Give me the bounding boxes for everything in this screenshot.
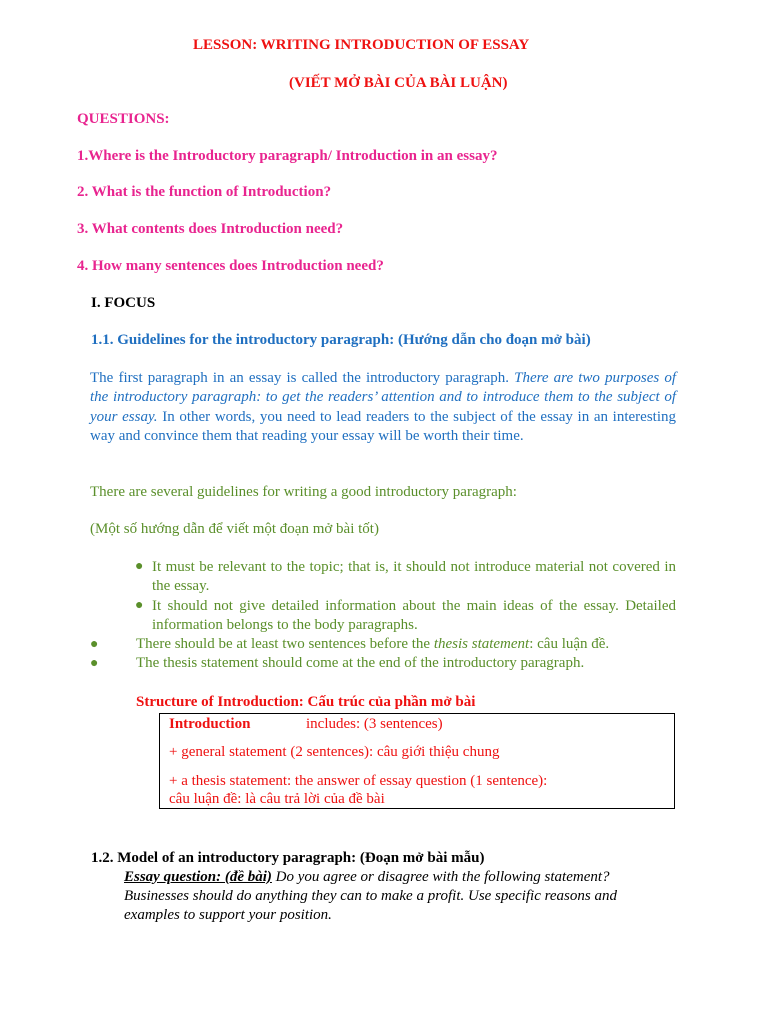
question-2: 2. What is the function of Introduction?	[77, 184, 332, 200]
essay-question-line-2: Businesses should do anything they can to make a profit. Use specific reasons and	[124, 888, 617, 904]
guideline-bullet-4: The thesis statement should come at the end of the introductory paragraph.	[136, 655, 585, 671]
essay-question-line-3: examples to support your position.	[124, 907, 332, 923]
structure-intro-includes: includes: (3 sentences)	[306, 716, 443, 732]
intro-paragraph-part1: The first paragraph in an essay is called the introductory paragraph.	[90, 370, 509, 386]
structure-thesis-line-2: câu luận đề: là câu trả lời của đề bài	[169, 791, 385, 807]
structure-heading: Structure of Introduction: Cấu trúc của phần mở bài	[136, 694, 476, 710]
structure-thesis-line-1: + a thesis statement: the answer of essay question (1 sentence):	[169, 773, 548, 789]
question-3: 3. What contents does Introduction need?	[77, 221, 344, 237]
questions-heading: QUESTIONS:	[77, 111, 170, 127]
structure-intro-label: Introduction	[169, 716, 251, 732]
model-heading: 1.2. Model of an introductory paragraph: (Đoạn mở bài mẫu)	[91, 850, 485, 866]
question-4: 4. How many sentences does Introduction need?	[77, 258, 384, 274]
focus-heading: I. FOCUS	[91, 295, 156, 311]
guidelines-intro: There are several guidelines for writing a good introductory paragraph:	[90, 484, 517, 500]
bullet-icon: ●	[135, 559, 144, 574]
essay-question-label: Essay question: (đề bài)	[124, 869, 272, 885]
guideline-bullet-1: It must be relevant to the topic; that is, it should not introduce material not covered in the essay.	[152, 559, 676, 595]
guidelines-heading: 1.1. Guidelines for the introductory paragraph: (Hướng dẫn cho đoạn mở bài)	[91, 332, 591, 348]
bullet-icon: ●	[90, 656, 99, 671]
intro-paragraph	[90, 369, 676, 446]
guideline-bullet-3: There should be at least two sentences before the thesis statement: câu luận đề.	[136, 636, 610, 652]
guidelines-intro-vietnamese: (Một số hướng dẫn để viết một đoạn mở bài tốt)	[90, 521, 379, 537]
question-1: 1.Where is the Introductory paragraph/ Introduction in an essay?	[77, 148, 498, 164]
essay-question-line-1: Essay question: (đề bài) Do you agree or disagree with the following statement?	[124, 869, 610, 885]
bullet-icon: ●	[135, 598, 144, 613]
page-subtitle: (VIẾT MỞ BÀI CỦA BÀI LUẬN)	[289, 75, 508, 91]
intro-paragraph-part3: In other words, you need to lead readers to the subject of the essay in an interesting way and convince them that reading your essay will be worth their time.	[90, 408, 676, 444]
page-title: LESSON: WRITING INTRODUCTION OF ESSAY	[193, 37, 530, 53]
intro-paragraph-purposes: There are two purposes of the introductory paragraph: to get the readers’ attention and to introduce them to the subject of your essay.	[90, 370, 677, 425]
bullet-icon: ●	[90, 637, 99, 652]
structure-general-statement: + general statement (2 sentences): câu giới thiệu chung	[169, 744, 500, 760]
guideline-bullet-2: It should not give detailed information about the main ideas of the essay. Detailed information belongs to the body paragraphs.	[152, 598, 676, 634]
structure-box	[159, 713, 675, 809]
